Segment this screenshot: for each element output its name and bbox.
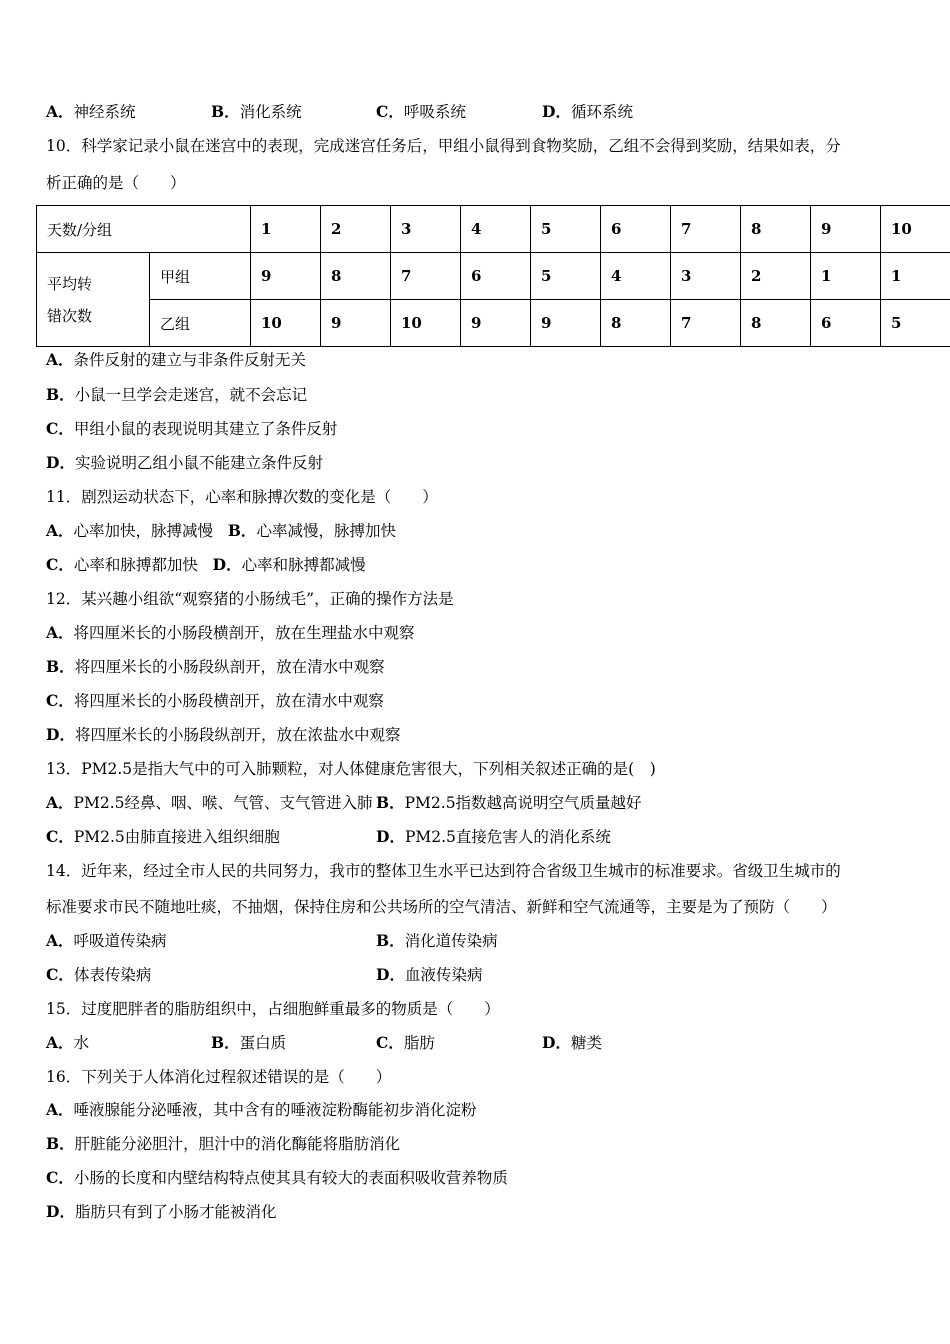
value-cell: 10	[391, 300, 461, 347]
table-row-group-b	[37, 300, 950, 347]
q13-option-a: A．PM2.5经鼻、咽、喉、气管、支气管进入肺	[46, 793, 373, 812]
day-cell: 1	[251, 206, 321, 253]
value-cell: 7	[391, 253, 461, 300]
q12-stem: 12．某兴趣小组欲“观察猪的小肠绒毛”，正确的操作方法是	[46, 590, 454, 608]
q12-option-d: D．将四厘米长的小肠段纵剖开，放在浓盐水中观察	[46, 725, 401, 744]
row-group-label: 平均转 错次数	[37, 253, 150, 347]
q9-option-c: C．呼吸系统	[376, 102, 466, 121]
q11-stem: 11．剧烈运动状态下，心率和脉搏次数的变化是（ ）	[46, 488, 438, 506]
q14-option-b: B．消化道传染病	[376, 931, 498, 950]
value-cell: 6	[461, 253, 531, 300]
value-cell: 5	[881, 300, 950, 347]
q10-option-b: B．小鼠一旦学会走迷宫，就不会忘记	[46, 385, 308, 404]
q14-option-d: D．血液传染病	[376, 965, 483, 984]
q11-options-row2: C．心率和脉搏都加快 D．心率和脉搏都减慢	[46, 555, 366, 574]
day-cell: 10	[881, 206, 950, 253]
value-cell: 7	[671, 300, 741, 347]
q14-stem-line2: 标准要求市民不随地吐痰，不抽烟，保持住房和公共场所的空气清洁、新鲜和空气流通等，主要是为了预防（ ）	[46, 898, 837, 916]
value-cell: 6	[811, 300, 881, 347]
table-row-group-a	[37, 253, 950, 300]
q13-option-b: B．PM2.5指数越高说明空气质量越好	[376, 793, 642, 812]
q15-stem: 15．过度肥胖者的脂肪组织中，占细胞鲜重最多的物质是（ ）	[46, 1000, 500, 1018]
value-cell: 9	[531, 300, 601, 347]
q13-stem: 13．PM2.5是指大气中的可入肺颗粒，对人体健康危害很大，下列相关叙述正确的是( )	[46, 760, 656, 778]
group-name-cell: 乙组	[150, 300, 251, 347]
group-name-cell: 甲组	[150, 253, 251, 300]
value-cell: 3	[671, 253, 741, 300]
value-cell: 9	[321, 300, 391, 347]
day-cell: 9	[811, 206, 881, 253]
day-cell: 6	[601, 206, 671, 253]
q16-stem: 16．下列关于人体消化过程叙述错误的是（ ）	[46, 1068, 392, 1086]
q10-option-d: D．实验说明乙组小鼠不能建立条件反射	[46, 453, 323, 472]
value-cell: 5	[531, 253, 601, 300]
q12-option-c: C．将四厘米长的小肠段横剖开，放在清水中观察	[46, 691, 384, 710]
day-cell: 3	[391, 206, 461, 253]
q13-option-c: C．PM2.5由肺直接进入组织细胞	[46, 827, 280, 846]
q9-option-b: B．消化系统	[211, 102, 302, 121]
q15-option-b: B．蛋白质	[211, 1033, 287, 1052]
q13-option-d: D．PM2.5直接危害人的消化系统	[376, 827, 611, 846]
value-cell: 9	[461, 300, 531, 347]
q16-option-d: D．脂肪只有到了小肠才能被消化	[46, 1202, 277, 1221]
table-header-row	[37, 206, 950, 253]
value-cell: 4	[601, 253, 671, 300]
value-cell: 1	[881, 253, 950, 300]
q11-options-row1: A．心率加快，脉搏减慢 B．心率减慢，脉搏加快	[46, 521, 396, 540]
day-cell: 5	[531, 206, 601, 253]
q10-stem-line1: 10．科学家记录小鼠在迷宫中的表现，完成迷宫任务后，甲组小鼠得到食物奖励，乙组不会得到奖励，结果如表，分	[46, 137, 841, 155]
value-cell: 8	[741, 300, 811, 347]
value-cell: 8	[601, 300, 671, 347]
q12-option-b: B．将四厘米长的小肠段纵剖开，放在清水中观察	[46, 657, 385, 676]
value-cell: 8	[321, 253, 391, 300]
day-cell: 8	[741, 206, 811, 253]
value-cell: 1	[811, 253, 881, 300]
maze-results-table	[36, 205, 950, 347]
q9-option-a: A．神经系统	[46, 102, 136, 121]
q10-option-a: A．条件反射的建立与非条件反射无关	[46, 350, 307, 369]
value-cell: 9	[251, 253, 321, 300]
value-cell: 10	[251, 300, 321, 347]
day-cell: 7	[671, 206, 741, 253]
q9-option-d: D．循环系统	[542, 102, 633, 121]
q15-option-d: D．糖类	[542, 1033, 602, 1052]
q16-option-c: C．小肠的长度和内壁结构特点使其具有较大的表面积吸收营养物质	[46, 1168, 508, 1187]
q16-option-a: A．唾液腺能分泌唾液，其中含有的唾液淀粉酶能初步消化淀粉	[46, 1100, 477, 1119]
q14-option-a: A．呼吸道传染病	[46, 931, 167, 950]
day-cell: 2	[321, 206, 391, 253]
table-header-label: 天数/分组	[37, 206, 251, 253]
value-cell: 2	[741, 253, 811, 300]
q14-option-c: C．体表传染病	[46, 965, 152, 984]
q10-option-c: C．甲组小鼠的表现说明其建立了条件反射	[46, 419, 338, 438]
q16-option-b: B．肝脏能分泌胆汁，胆汁中的消化酶能将脂肪消化	[46, 1134, 401, 1153]
q10-stem-line2: 析正确的是（ ）	[46, 174, 186, 192]
q15-option-a: A．水	[46, 1033, 90, 1052]
q14-stem-line1: 14．近年来，经过全市人民的共同努力，我市的整体卫生水平已达到符合省级卫生城市的标准要求。省级卫生城市的	[46, 862, 841, 880]
q15-option-c: C．脂肪	[376, 1033, 435, 1052]
q12-option-a: A．将四厘米长的小肠段横剖开，放在生理盐水中观察	[46, 623, 415, 642]
day-cell: 4	[461, 206, 531, 253]
